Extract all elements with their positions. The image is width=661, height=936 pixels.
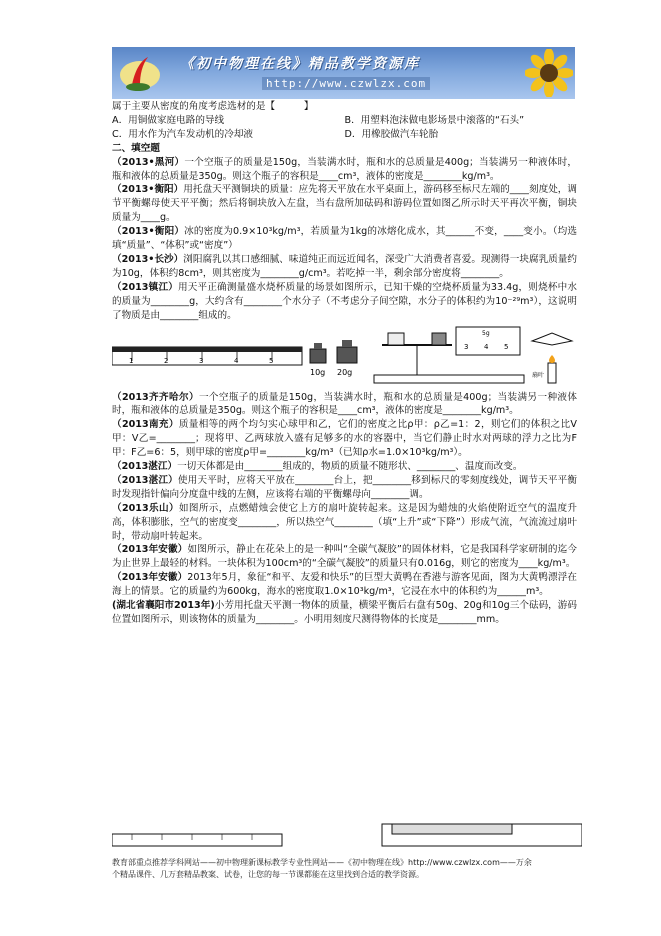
banner-url[interactable]: http://www.czwlzx.com xyxy=(262,77,430,90)
option-c: C．用水作为汽车发动机的冷却液 xyxy=(112,128,254,140)
option-a: A．用铜做家庭电路的导线 xyxy=(112,114,225,126)
option-b: B．用塑料泡沫做电影场景中滚落的“石头” xyxy=(344,114,525,126)
question-5: （2013镇江）用天平正确测量盛水烧杯质量的场景如图所示，已知干燥的空烧杯质量为33.4g，则烧杯中水的质量为________g，大约含有________个水分子（不考虑分子间空隙，水分子的体积约为10⁻²⁹m³），这说明了物质是由________组成的。 xyxy=(112,281,577,321)
bottom-figures xyxy=(112,820,582,856)
ruler-tick-5: 5 xyxy=(269,356,274,365)
question-7: （2013南充）质量相等的两个均匀实心球甲和乙，它们的密度之比ρ甲：ρ乙=1：2，则它们的体积之比V甲：V乙=________；现将甲、乙两球放入盛有足够多的水的容器中，当它们静止时水对两球的浮力之比为F甲：F乙=6：5，则甲球的密度ρ甲=________kg/m³（已知ρ水=1.0×10³kg/m³）。 xyxy=(112,419,577,459)
document-body xyxy=(112,100,577,627)
header-banner xyxy=(112,47,575,99)
section-title: 二、填空题 xyxy=(112,142,160,154)
weights-figure xyxy=(310,340,357,377)
ruler-tick-3: 3 xyxy=(199,356,204,365)
question-10: （2013乐山）如图所示，点燃蜡烛会使它上方的扇叶旋转起来。这是因为蜡烛的火焰使附近空气的温度升高，体积膨胀，空气的密度变________，所以热空气________（填“上升”或“下降”）形成气流，气流流过扇叶时，带动扇叶转起来。 xyxy=(112,502,578,542)
question-3: （2013•衡阳）冰的密度为0.9×10³kg/m³，若质量为1kg的冰熔化成水，其______不变，____变小。（均选填“质量”、“体积”或“密度”） xyxy=(112,226,577,252)
question-8: （2013湛江）一切天体都是由________组成的，物质的质量不随形状、________、温度而改变。 xyxy=(112,461,523,473)
scale-tick-5: 5 xyxy=(504,342,509,351)
question-1: （2013•黑河）一个空瓶子的质量是150g，当装满水时，瓶和水的总质量是400g；当装满另一种液体时，瓶和液体的总质量是350g。则这个瓶子的容积是____cm³，液体的密度是________kg/m³。 xyxy=(112,156,577,182)
ruler-tick-2: 2 xyxy=(164,356,169,365)
figure-illustrations xyxy=(112,323,577,391)
footer-line-2: 个精品课件、几万套精品教案、试卷，让您的每一节课都能在这里找到合适的教学资源。 xyxy=(112,870,424,879)
question-6: （2013齐齐哈尔）一个空瓶子的质量是150g，当装满水时，瓶和水的总质量是400g；当装满另一种液体时，瓶和液体的总质量是350g。则这个瓶子的容积是____cm³，液体的密度是________kg/m³。 xyxy=(112,391,577,417)
options-row-2 xyxy=(112,128,577,142)
question-4: （2013•长沙）浏阳腐乳以其口感细腻、味道纯正而远近闻名，深受广大消费者喜爱。现测得一块腐乳质量约为10g，体积约8cm³，则其密度为________g/cm³。若吃掉一半，剩余部分密度将________。 xyxy=(112,253,577,279)
page-footer xyxy=(112,857,582,881)
scale-tick-4: 4 xyxy=(484,342,489,351)
scale-tick-3: 3 xyxy=(464,342,469,351)
candle-fan-figure xyxy=(532,333,572,383)
question-11: （2013年安徽）如图所示，静止在花朵上的是一种叫“全碳气凝胶”的固体材料，它是我国科学家研制的迄今为止世界上最轻的材料。一块体积为100cm³的“全碳气凝胶”的质量只有0.016g，则它的密度为____kg/m³。 xyxy=(112,544,577,570)
footer-line-1: 教育部重点推荐学科网站——初中物理新课标教学专业性网站——《初中物理在线》http://www.czwlzx.com——万余 xyxy=(112,858,532,867)
ruler-figure xyxy=(112,347,302,365)
scale-unit: 5g xyxy=(482,329,490,337)
question-12: （2013年安徽）2013年5月，象征“和平、友爱和快乐”的巨型大黄鸭在香港与游客见面，图为大黄鸭漂浮在海上的情景。它的质量约为600kg，海水的密度取1.0×10³kg/m³，它浸在水中的体积约为______m³。 xyxy=(112,572,578,598)
question-9: （2013湛江）使用天平时，应将天平放在________台上，把________移到标尺的零刻度线处，调节天平平衡时发现指针偏向分度盘中线的左侧，应该将右端的平衡螺母向________调。 xyxy=(112,474,577,500)
fan-label: 扇叶 xyxy=(532,371,545,379)
logo-icon xyxy=(118,51,162,95)
banner-title: 《初中物理在线》精品教学资源库 xyxy=(180,56,420,72)
ruler-tick-1: 1 xyxy=(129,356,134,365)
ruler-tick-4: 4 xyxy=(234,356,239,365)
weight-10g-label: 10g xyxy=(310,367,326,377)
question-13: (湖北省襄阳市2013年)小芳用托盘天平测一物体的质量，横梁平衡后右盘有50g、20g和10g三个砝码，游码位置如图所示，则该物体的质量为________。小明用刻度尺测得物体的长度是________mm。 xyxy=(112,600,577,625)
sunflower-icon xyxy=(525,49,573,97)
weight-20g-label: 20g xyxy=(337,367,353,377)
balance-figure xyxy=(374,327,524,383)
option-d: D．用橡胶做汽车轮胎 xyxy=(344,128,439,140)
question-2: （2013•衡阳）用托盘天平测铜块的质量：应先将天平放在水平桌面上，游码移至标尺左端的____刻度处，调节平衡螺母使天平平衡；然后将铜块放入左盘，当右盘所加砝码和游码位置如图乙所示时天平再次平衡，铜块质量为____g。 xyxy=(112,184,577,224)
options-row-1 xyxy=(112,114,577,128)
figure-row xyxy=(112,323,577,391)
question-intro: 属于主要从密度的角度考虑选材的是【 】 xyxy=(112,101,314,112)
